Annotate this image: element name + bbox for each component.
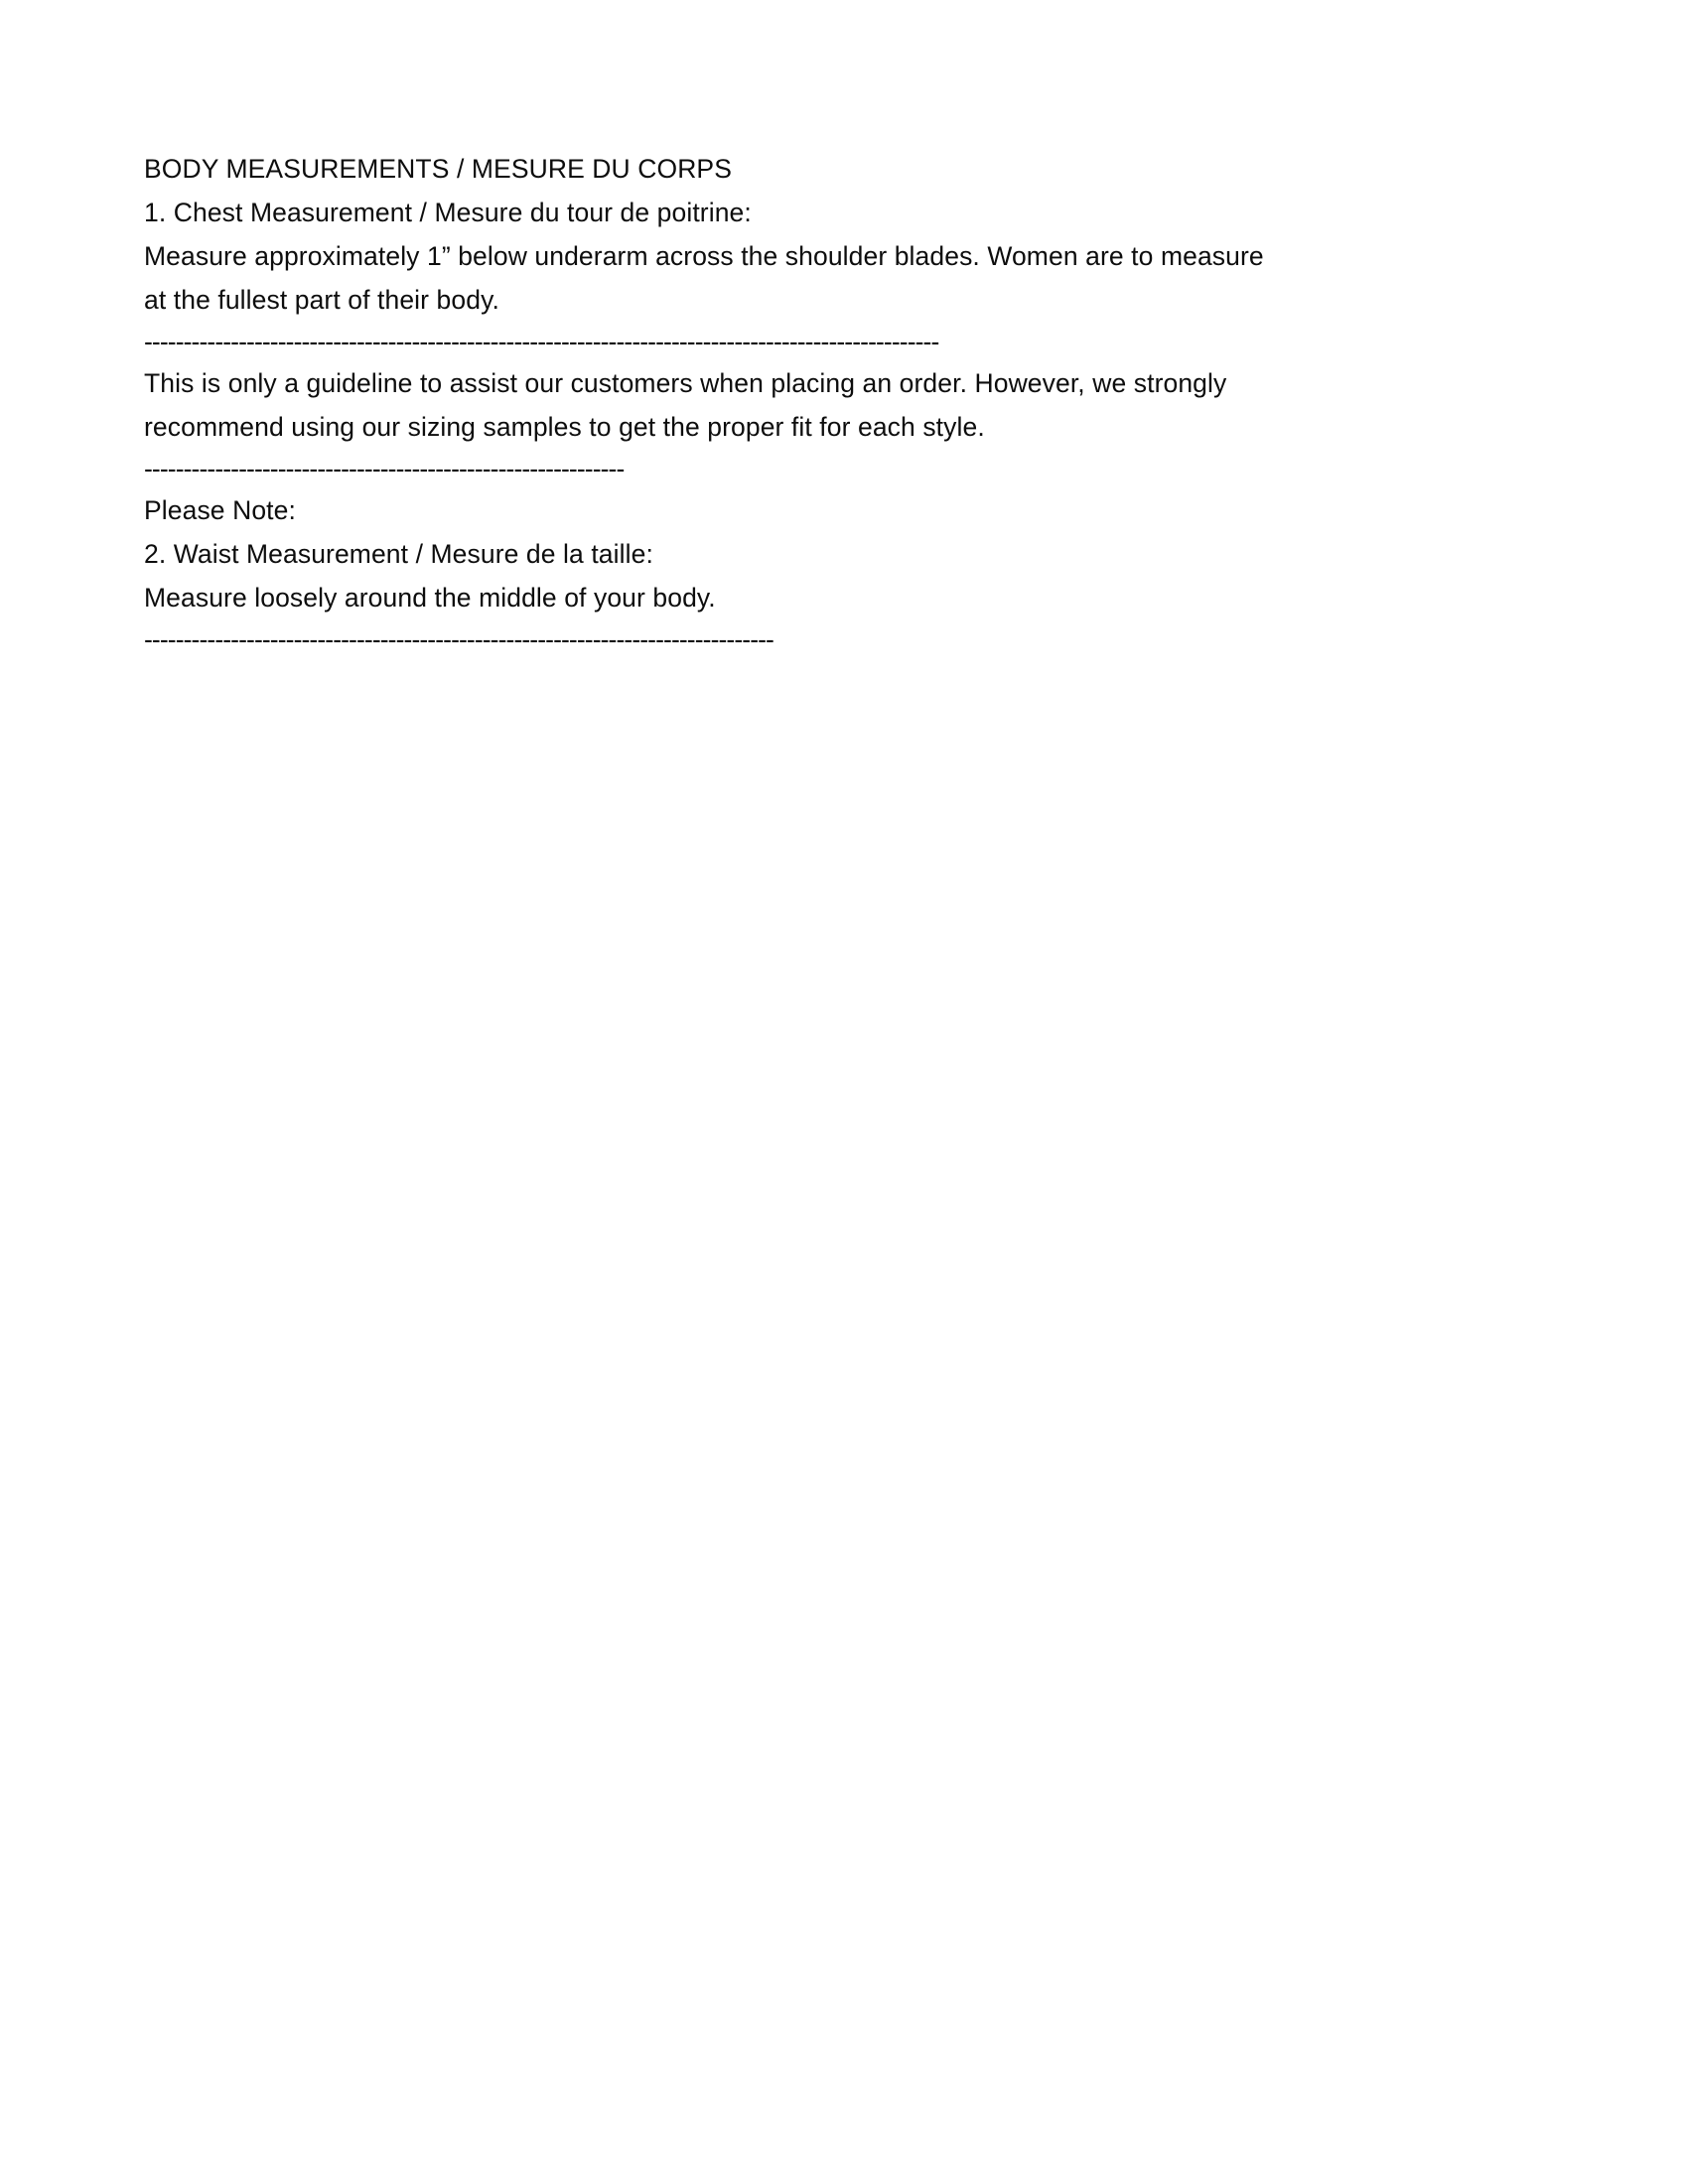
waist-measurement-instruction: Measure loosely around the middle of your body. [144,583,716,613]
chest-measurement-heading: 1. Chest Measurement / Mesure du tour de poitrine: [144,198,752,227]
document-heading: BODY MEASUREMENTS / MESURE DU CORPS [144,154,732,184]
divider-rule-2: ------------------------------------------------------------- [144,454,625,483]
guideline-note: This is only a guideline to assist our customers when placing an order. However, we strongly recommend using our sizing samples to get the proper fit for each style. [144,368,1227,442]
waist-measurement-heading: 2. Waist Measurement / Mesure de la taille: [144,539,653,569]
divider-rule-3: -------------------------------------------------------------------------------- [144,624,774,654]
document-body [144,147,1316,659]
please-note-label: Please Note: [144,495,296,525]
chest-measurement-instruction: Measure approximately 1” below underarm across the shoulder blades. Women are to measure at the fullest part of their body. [144,241,1264,315]
divider-rule-1: ----------------------------------------------------------------------------------------------------- [144,327,939,356]
